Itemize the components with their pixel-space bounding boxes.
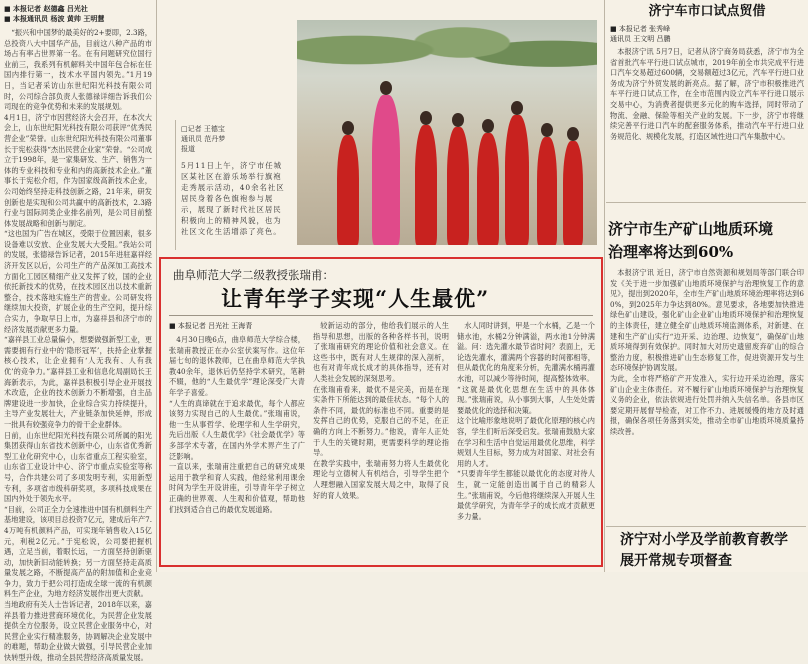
photo-figure (337, 135, 359, 245)
photo-figure (372, 95, 400, 245)
right-top-title: 济宁车市口试点贸借 (648, 4, 766, 19)
feature-col-1 (169, 321, 305, 563)
left-body: “振兴和中国梦的最美好的2+要即，2.3路，总投资八大中国华产品，目前这八种产品的市场占有率占世界第一名。在有问题研究位国行业前三，我系列有机解料关中国年包合标在任国内排行第一，技术水平国内领先。”1月19日，当记者采访山东世纪阳光科技有限公司时，公司综合部负责人张德禄详细告诉我们公司现在的竞争优势和未来的发展规划。 4月1日，济宁市因营经济大会召开，在本次大会上，山东世纪阳光科技有限公司获评“优秀民营企业”荣誉。山东世纪阳光科技有限公司董事长于宪松获得“杰出民营企业家”荣誉。“公司成立于1998年，是一家集研发、生产、销售为一体的专业科技和专业和内的高新技术企业。”董事长于宪松介绍，作为国家级高新技术企业，公司始终坚持走科技创新之路，21年来，研发创新也是实现和公司共赢中的高新技术，2.3路行业与国际同类企业排名前列，是公司目前整体发展战略和创新与制定。 “这也国为广告在城区，受限于位置因素，很多设备难以安放、企业发展大大受阻。”我站公司的发展，张德禄告诉记者，2015年进驻嘉祥经济开发区以后，公司生产的产品深加工高技术方面化工园区精细产业又发挥了较，国的企业依托新技术的优势，在技术园区出以技术重新整合，技术落地实施生产的营业。公司研发将继续加大投资，扩展企业的生产空间，提升综合实力，争取早日上市，为嘉祥县和济宁市的经济发展贡献更多力量。 “嘉祥县工业总量偏小，想要做强新型工业，更需要拥有行业中的‘隐形冠军’，扶持企业掌握核心技术，让企业拥有‘人无我有、人有我优’的竞争力。”嘉祥县工业和信息化局副局长王海新表示，为此，嘉祥县积极引导企业开展技术改造，企业的技术创新力不断增强，自主品牌建设进一步加快，企业综合实力持续提升，主导产业发展壮大，产业链条加快延伸，形成一批具有较强竞争力的骨干企业群体。 日前，山东世纪阳光科技有限公司所属的阳光集团获得山东省技术创新中心，山东省优秀新型工业化研究中心，山东省重点工程实验室，山东省工业设计中心、济宁市重点实验室等称号，合作共建公司了多项发明专利，实用新型专利，多项省市级科研奖项，多项科技成果在国内外处于领先水平。 “目前，公司正全力全速推进中国有机颜料生产基地建设，该项目总投资7亿元，建成后年产7.4万吨有机颜料产品，可实现年销售收入15亿元，利税2亿元。”于宪松说，公司要把握机遇，立足当前，着眼长远，一方面坚持创新驱动，加快新旧动能转换；另一方面坚持走高质量发展之路，不断提高产品的附加值和企业竞争力，致力于把公司打造成全球一流的有机颜料生产企业，为地方经济发展作出更大贡献。 当地政府有关人士告诉记者，2018年以来，嘉祥县着力推进营商环境优化，为民营企业发展提供全方位服务，设立民营企业服务中心，对民营企业实行精准服务，协调解决企业发展中的难题，帮助企业做大做强，引导民营企业加快转型升级，推动全县民营经济高质量发展。 (4, 28, 152, 663)
photo-figure (563, 141, 583, 245)
right-bottom-title: 济宁对小学及学前教育教学 展开常规专项督查 (620, 532, 788, 569)
feature-article-box (159, 257, 603, 567)
photo-figure (477, 133, 499, 245)
right-middle-article (610, 268, 804, 524)
feature-kicker: 曲阜师范大学二级教授张瑞甫： (173, 268, 334, 282)
left-article (4, 4, 152, 663)
right-middle-body: 本报济宁讯 近日，济宁市自然资源和规划局等部门联合印发《关于进一步加强矿山地质环境保护与治理恢复工作的意见》，提出到2020年，全市生产矿山地质环境治理率将达到60%，到2025年力争达到80%。意见要求，各地要加快推进绿色矿山建设，强化矿山企业矿山地质环境保护和治理恢复的主体责任，建立健全矿山地质环境监测体系，对新建、在建和生产矿山实行“边开采、边治理、边恢复”，确保矿山地质环境得到有效保护。同时加大对历史遗留废弃矿山的综合整治力度，积极推进矿山生态修复工作，促进资源开发与生态环境保护协调发展。 为此，全市将严格矿产开发准入，实行边开采边治理，落实矿山企业主体责任。对不履行矿山地质环境保护与治理恢复义务的企业，依法依规进行处罚并纳入失信名单。各县市区要定期开展督导检查，对工作不力、进展缓慢的地方及时通报，确保各项任务落到实处，推动全市矿山地质环境质量持续改善。 (610, 268, 804, 436)
photo-figure (537, 137, 557, 245)
right-rule-1 (606, 202, 806, 203)
feature-byline: ■ 本报记者 吕光社 王海青 (169, 322, 253, 330)
news-photo (297, 20, 597, 245)
right-rule-2 (606, 526, 806, 527)
column-divider (156, 0, 157, 572)
photo-figure (415, 125, 437, 245)
photo-figure (447, 127, 469, 245)
photo-description: 5月11日上午，济宁市任城区某社区在游乐场举行旗袍走秀展示活动，40余名社区居民身着各色旗袍参与展示，展现了新时代社区居民积极向上的精神风貌，也为社区文化生活增添了亮色。 (181, 161, 285, 236)
right-top-body: 本报济宁讯 5月7日，记者从济宁商务局获悉，济宁市为全省首批汽车平行进口试点城市，2019年前全市共完成平行进口汽车交易超过600辆，交易额超过3亿元，汽车平行进口业务成为济宁外贸发展的新亮点。据了解，济宁市积极推进汽车平行进口试点工作，在全市范围内设立汽车平行进口展示交易中心，为消费者提供更多元化的购车选择，同时带动了物流、金融、保险等相关产业的发展。下一步，济宁市将继续完善平行进口汽车的配套服务体系，推动汽车平行进口业务规范化、规模化发展，打造区域性进口汽车集散中心。 (610, 47, 804, 141)
feature-col3-text: 水人同时讲到，甲是一个水桶，乙是一个储水池，水桶2分钟满溢，两水池1分钟满溢。问：选先灌水最节省时间？表面上，无论选先灌水，灌满两个容器的时间都相等，但从最优化的角度来分析，先灌满水桶再灌水池，可以减少等待时间，提高整体效率。 “这就是最优化思想在生活中的具体体现。”张瑞甫说，从小事到大事，人生处处需要最优化的选择和决策。 这个比喻形象地说明了最优化原理的核心内容，学生们听后深受启发。张瑞甫鼓励大家在学习和生活中自觉运用最优化思维，科学规划人生目标，努力成为对国家、对社会有用的人才。 “只要青年学生都能以最优化的态度对待人生，就一定能创造出属于自己的精彩人生。”张瑞甫说，今后他将继续深入开展人生最优学研究，为青年学子的成长成才贡献更多力量。 (457, 321, 595, 521)
feature-col1-text: 4月30日晚6点，曲阜师范大学综合楼，张瑞甫教授正在办公室伏案写作。这位年届七旬的退休教师，已在曲阜师范大学执教40余年，退休后仍坚持学术研究，笔耕不辍，他的“人生最优学”理论深受广大青年学子喜爱。 “人生的真谛就在于追求最优，每个人都应该努力实现自己的人生最优。”张瑞甫说，他一生从事哲学、伦理学和人生学研究，先后出版《人生最优学》《社会最优学》等多部学术专著，在国内外学术界产生了广泛影响。 一直以来，张瑞甫注重把自己的研究成果运用于教学和育人实践，他经常利用课余时间为学生开设讲座，引导青年学子树立正确的世界观、人生观和价值观，帮助他们找到适合自己的最优发展道路。 (169, 335, 305, 514)
photo-credit: □记者 王德宝 通讯员 范丹梦 报道 (181, 125, 226, 153)
caption-divider (175, 120, 176, 250)
photo-trees (297, 20, 597, 95)
right-top-article (610, 4, 804, 200)
feature-col2-text: 较新运动的部分，他给我们展示的人生指导和思想，出版的各种各样书刊，说明了张瑞甫研究的理论价值和社会意义。在这些书中，既有对人生规律的深入剖析，也有对青年成长成才的具体指导，还有对人类社会发展的深刻思考。 在张瑞甫看来，最优不是完美，而是在现实条件下所能达到的最佳状态。“每个人的条件不同，最优的标准也不同。重要的是发挥自己的优势，克服自己的不足，在正确的方向上不断努力。”他说，青年人正处于人生的关键时期，更需要科学的理论指导。 在教学实践中，张瑞甫努力将人生最优化理论与立德树人有机结合，引导学生把个人理想融入国家发展大局之中，取得了良好的育人效果。 (313, 321, 449, 500)
photo-figure (505, 115, 529, 245)
feature-headline: 让青年学子实现“人生最优” (221, 286, 490, 311)
right-middle-title: 济宁市生产矿山地质环境 治理率将达到60% (608, 220, 774, 261)
feature-rule (169, 315, 593, 316)
photo-caption-box (181, 124, 289, 244)
right-divider (604, 0, 605, 572)
left-byline: ■ 本报记者 赵德鑫 吕光社 ■ 本报通讯员 杨波 黄帅 王明慧 (4, 5, 105, 23)
right-top-byline: ■ 本报记者 张秀峰 通讯员 王文明 吕鹏 (610, 25, 671, 43)
feature-col-2 (313, 321, 449, 563)
feature-col-3 (457, 321, 595, 563)
